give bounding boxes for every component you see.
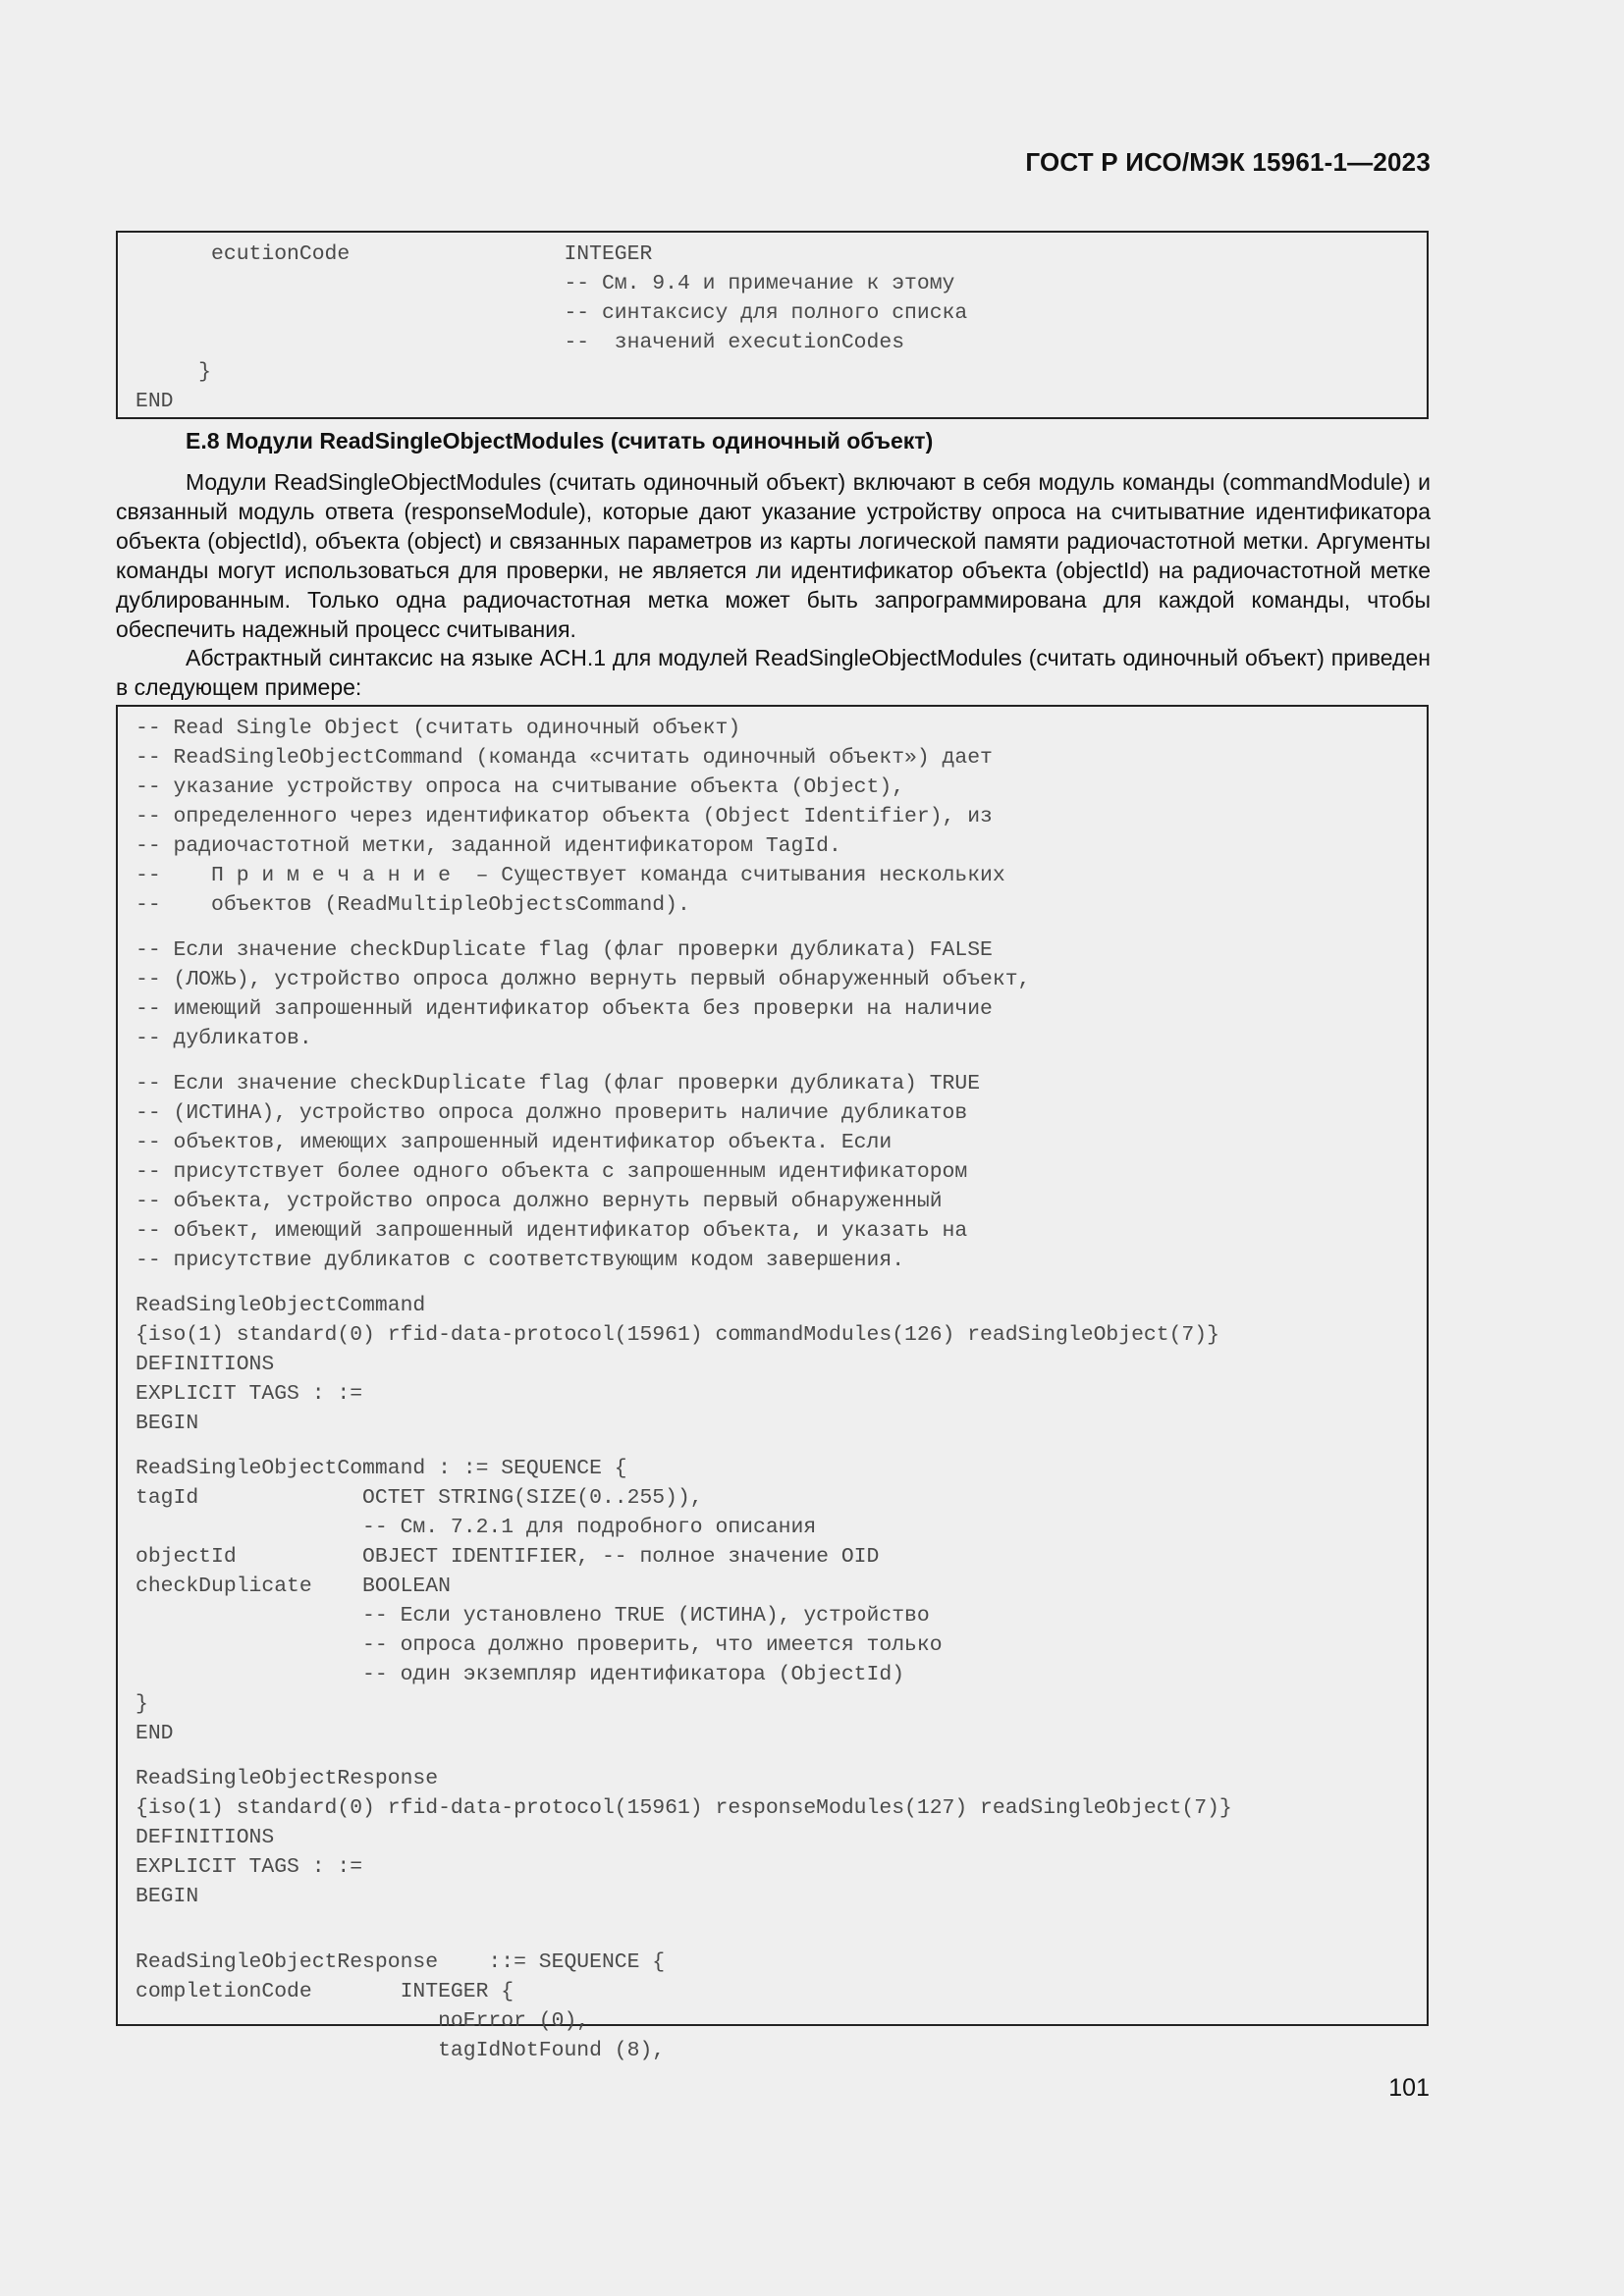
code-group-command-header: ReadSingleObjectCommand {iso(1) standard(0) rfid-data-protocol(15961) commandModules(126) readSingleObject(7)} DEFINITIONS EXPLICIT TAGS : := BEGIN bbox=[135, 1294, 1219, 1435]
code-blank-line bbox=[118, 1911, 1427, 1941]
section-paragraph-1: Модули ReadSingleObjectModules (считать одиночный объект) включают в себя модуль команды (commandModule) и связанный модуль ответа (responseModule), которые дают указание устройству опроса на считыватние идентификатора объекта (objectId), объекта (object) и связанных параметров из карты логической памяти радиочастотной метки. Аргументы команды могут использоваться для проверки, не является ли идентификатор объекта (objectId) на радиочастотной метке дублированным. Только одна радиочастотная метка может быть запрограммирована для каждой команды, чтобы обеспечить надежный процесс считывания. bbox=[116, 469, 1431, 642]
code-group-comment-true: -- Если значение checkDuplicate flag (флаг проверки дубликата) TRUE -- (ИСТИНА), устройство опроса должно проверить наличие дубликатов -- объектов, имеющих запрошенный идентификатор объекта. Если -- присутствует более одного объекта с запрошенным идентификатором -- объекта, устройство опроса должно вернуть первый обнаруженный -- объект, имеющий запрошенный идентификатор объекта, и указать на -- присутствие дубликатов с соответствующим кодом завершения. bbox=[135, 1072, 981, 1272]
section-title: Е.8 Модули ReadSingleObjectModules (считать одиночный объект) bbox=[186, 428, 934, 454]
section-paragraph-2: Абстрактный синтаксис на языке АСН.1 для модулей ReadSingleObjectModules (считать одиночный объект) приведен в следующем примере: bbox=[116, 645, 1431, 700]
code-lines: ecutionCode INTEGER -- См. 9.4 и примечание к этому -- синтаксису для полного списка -- значений executionCodes } END bbox=[135, 242, 968, 413]
code-group-comment-false: -- Если значение checkDuplicate flag (флаг проверки дубликата) FALSE -- (ЛОЖЬ), устройство опроса должно вернуть первый обнаруженный объект, -- имеющий запрошенный идентификатор объекта без проверки на наличие -- дубликатов. bbox=[135, 938, 1031, 1050]
page-number: 101 bbox=[1388, 2074, 1430, 2102]
code-gap bbox=[118, 1438, 1427, 1447]
code-gap bbox=[118, 1748, 1427, 1757]
code-gap bbox=[118, 920, 1427, 929]
code-group-comment-intro: -- Read Single Object (считать одиночный объект) -- ReadSingleObjectCommand (команда «считать одиночный объект») дает -- указание устройству опроса на считывание объекта (Object), -- определенного через идентификатор объекта (Object Identifier), из -- радиочастотной метки, заданной идентификатором TagId. -- П р и м е ч а н и е – Существует команда считывания нескольких -- объектов (ReadMultipleObjectsCommand). bbox=[135, 717, 1005, 917]
code-group-response-header: ReadSingleObjectResponse {iso(1) standard(0) rfid-data-protocol(15961) responseModules(127) readSingleObject(7)} DEFINITIONS EXPLICIT TAGS : := BEGIN bbox=[135, 1767, 1232, 1908]
asn1-code-block bbox=[116, 705, 1429, 2062]
code-group-response-sequence: ReadSingleObjectResponse ::= SEQUENCE { completionCode INTEGER { noError (0), tagIdNotFound (8), bbox=[135, 1950, 666, 2062]
code-group-command-sequence: ReadSingleObjectCommand : := SEQUENCE { tagId OCTET STRING(SIZE(0..255)), -- См. 7.2.1 для подробного описания objectId OBJECT IDENTIFIER, -- полное значение OID checkDuplicate BOOLEAN -- Если установлено TRUE (ИСТИНА), устройство -- опроса должно проверить, что имеется только -- один экземпляр идентификатора (ObjectId) } END bbox=[135, 1457, 943, 1745]
code-gap bbox=[118, 1275, 1427, 1284]
code-gap bbox=[118, 1053, 1427, 1062]
code-block-continuation bbox=[116, 231, 1429, 419]
document-header: ГОСТ Р ИСО/МЭК 15961-1—2023 bbox=[1025, 147, 1431, 177]
